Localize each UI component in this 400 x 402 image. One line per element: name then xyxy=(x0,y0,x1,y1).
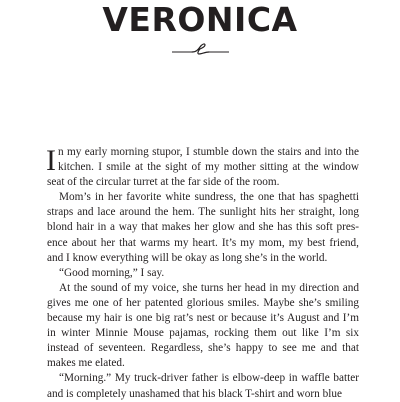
paragraph-3: “Good morning,” I say. xyxy=(59,266,165,279)
paragraph-1 xyxy=(47,145,359,190)
chapter-title: VERONICA xyxy=(102,0,298,39)
paragraph-2: Mom’s in her favorite white sundress, the one that has spaghetti straps and lace around the hem. The sunlight hits her straight, long blond hair in a way that makes her glow and she has this soft presence about her that warms my heart. It’s my mom, my best friend, and I know everything will be okay as long she’s in the world. xyxy=(47,191,359,264)
calligraphic-flourish-icon xyxy=(172,41,229,57)
chapter-body xyxy=(47,145,359,402)
paragraph-1-text: n my early morning stupor, I stumble down the stairs and into the kitchen. I smile at the sight of my mother sitting at the window seat of the circular turret at the far side of the room. xyxy=(47,146,359,189)
paragraph-5: “Morning.” My truck-driver father is elbow-deep in waffle batter and is completely unashamed that his black T-shirt and worn blue xyxy=(47,372,359,400)
drop-cap: I xyxy=(46,144,56,177)
paragraph-4: At the sound of my voice, she turns her head in my direction and gives me one of her patented glorious smiles. Maybe she’s smiling because my hair is one big rat’s nest or because it’s August and I’m in winter Minnie Mouse pajamas, rocking them out like I’m six instead of seventeen. Regardless, she’s happy to see me and that makes me elated. xyxy=(47,281,359,370)
